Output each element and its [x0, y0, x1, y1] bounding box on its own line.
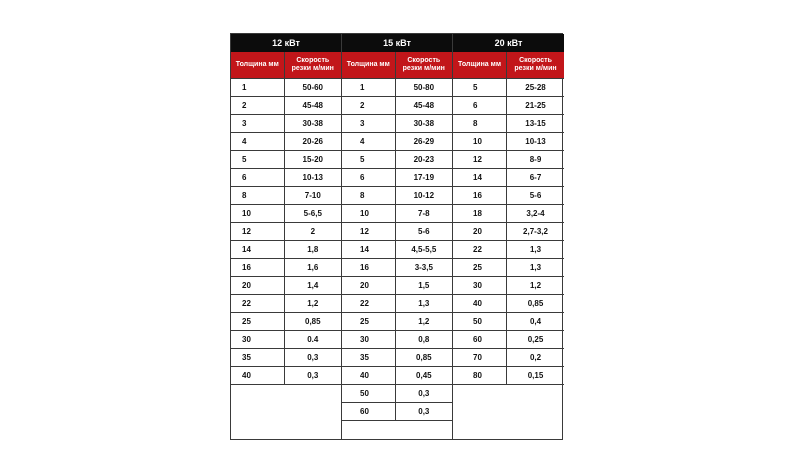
table-row: [342, 367, 452, 385]
table-row: [231, 79, 341, 97]
speed-cell: 0,85: [416, 353, 432, 362]
thickness-cell: 2: [231, 97, 285, 114]
table-row: [342, 133, 452, 151]
table-row: [453, 349, 564, 367]
thickness-cell: 30: [453, 277, 507, 294]
speed-cell: 1,3: [418, 299, 430, 308]
speed-cell: 2: [310, 227, 316, 236]
group-title: 15 кВт: [342, 34, 452, 52]
speed-cell: 0,2: [529, 353, 542, 362]
table-row: [231, 259, 341, 277]
thickness-cell: 25: [231, 313, 285, 330]
table-row: [453, 259, 564, 277]
table-row: [231, 331, 341, 349]
table-row: [453, 133, 564, 151]
speed-cell: 1,3: [529, 245, 542, 254]
empty-cell: [453, 385, 564, 439]
table-row: [231, 151, 341, 169]
thickness-header: Толщина мм: [342, 52, 396, 78]
group-12kw: [231, 34, 342, 439]
thickness-cell: 10: [231, 205, 285, 222]
thickness-cell: 10: [453, 133, 507, 150]
thickness-cell: 1: [342, 79, 396, 96]
speed-cell: 1,2: [418, 317, 430, 326]
table-row: [342, 331, 452, 349]
table-row: [453, 313, 564, 331]
speed-cell: 4,5-5,5: [411, 245, 437, 254]
table-row: [342, 115, 452, 133]
table-row: [453, 115, 564, 133]
speed-header: Скорость резки м/мин: [402, 57, 445, 72]
speed-cell: 3-3,5: [414, 263, 433, 272]
table-row: [453, 295, 564, 313]
group-title: 20 кВт: [453, 34, 564, 52]
speed-cell: 45-48: [413, 101, 435, 110]
table-row: [453, 367, 564, 385]
thickness-cell: 20: [453, 223, 507, 240]
thickness-cell: 70: [453, 349, 507, 366]
rows: [231, 79, 341, 385]
thickness-cell: 20: [342, 277, 396, 294]
thickness-cell: 20: [231, 277, 285, 294]
speed-cell: 50-80: [413, 83, 435, 92]
speed-cell: 0,45: [416, 371, 432, 380]
thickness-cell: 8: [231, 187, 285, 204]
table-row: [231, 241, 341, 259]
speed-cell: 5-6: [418, 227, 430, 236]
speed-cell: 1,4: [307, 281, 319, 290]
table-row: [342, 169, 452, 187]
thickness-cell: 4: [231, 133, 285, 150]
thickness-cell: 2: [342, 97, 396, 114]
speed-cell: 17-19: [413, 173, 435, 182]
speed-cell: 5-6: [529, 191, 542, 200]
table-row: [342, 277, 452, 295]
thickness-cell: 30: [231, 331, 285, 348]
thickness-cell: 8: [342, 187, 396, 204]
table-row: [342, 205, 452, 223]
table-row: [231, 367, 341, 385]
speed-cell: 1,2: [307, 299, 319, 308]
thickness-cell: 14: [342, 241, 396, 258]
table-row: [231, 97, 341, 115]
group-20kw: [453, 34, 564, 439]
table-row: [342, 241, 452, 259]
speed-cell: 0,25: [527, 335, 544, 344]
table-row: [453, 151, 564, 169]
speed-cell: 50-60: [302, 83, 324, 92]
speed-cell: 0,4: [529, 317, 542, 326]
speed-cell: 0,85: [305, 317, 321, 326]
thickness-cell: 25: [342, 313, 396, 330]
speed-cell: 1,6: [307, 263, 319, 272]
thickness-cell: 60: [342, 403, 396, 420]
thickness-cell: 6: [342, 169, 396, 186]
thickness-cell: 22: [231, 295, 285, 312]
thickness-cell: 1: [231, 79, 285, 96]
thickness-cell: 3: [231, 115, 285, 132]
thickness-cell: 50: [453, 313, 507, 330]
speed-header: Скорость резки м/мин: [291, 57, 334, 72]
speed-cell: 7-8: [418, 209, 430, 218]
speed-cell: 1,8: [307, 245, 319, 254]
column-header-row: [342, 52, 452, 79]
speed-cell: 10-12: [413, 191, 435, 200]
speed-cell: 0,3: [418, 389, 430, 398]
thickness-cell: 5: [453, 79, 507, 96]
empty-cell: [342, 421, 452, 439]
thickness-cell: 10: [342, 205, 396, 222]
table-row: [231, 205, 341, 223]
thickness-cell: 14: [453, 169, 507, 186]
thickness-cell: 40: [342, 367, 396, 384]
thickness-cell: 40: [453, 295, 507, 312]
speed-cell: 1,2: [529, 281, 542, 290]
speed-cell: 10-13: [302, 173, 324, 182]
speed-cell: 6-7: [529, 173, 542, 182]
thickness-cell: 80: [453, 367, 507, 384]
thickness-cell: 6: [453, 97, 507, 114]
speed-cell: 21-25: [525, 101, 546, 110]
speed-cell: 5-6,5: [303, 209, 322, 218]
thickness-header: Толщина мм: [453, 52, 507, 78]
table-row: [231, 223, 341, 241]
speed-cell: 8-9: [529, 155, 542, 164]
speed-cell: 10-13: [525, 137, 546, 146]
table-row: [342, 403, 452, 421]
table-row: [231, 349, 341, 367]
thickness-cell: 8: [453, 115, 507, 132]
thickness-cell: 25: [453, 259, 507, 276]
thickness-cell: 60: [453, 331, 507, 348]
table-row: [231, 277, 341, 295]
thickness-cell: 12: [342, 223, 396, 240]
thickness-cell: 35: [342, 349, 396, 366]
thickness-cell: 35: [231, 349, 285, 366]
table-row: [342, 187, 452, 205]
speed-cell: 15-20: [302, 155, 324, 164]
cutting-speed-table: [230, 33, 563, 440]
speed-cell: 20-26: [302, 137, 324, 146]
table-row: [342, 223, 452, 241]
speed-cell: 0,85: [527, 299, 544, 308]
group-title: 12 кВт: [231, 34, 341, 52]
table-row: [453, 169, 564, 187]
group-15kw: [342, 34, 453, 439]
column-header-row: [231, 52, 341, 79]
speed-cell: 25-28: [525, 83, 546, 92]
thickness-cell: 22: [342, 295, 396, 312]
thickness-cell: 5: [231, 151, 285, 168]
speed-cell: 0,3: [418, 407, 430, 416]
table-row: [342, 349, 452, 367]
empty-cell: [231, 385, 341, 439]
speed-cell: 0,3: [307, 371, 319, 380]
table-row: [453, 97, 564, 115]
thickness-cell: 30: [342, 331, 396, 348]
table-row: [231, 187, 341, 205]
table-row: [453, 187, 564, 205]
table-row: [453, 79, 564, 97]
speed-cell: 0.4: [307, 335, 319, 344]
speed-cell: 0,15: [527, 371, 544, 380]
table-row: [342, 313, 452, 331]
speed-header: Скорость резки м/мин: [514, 57, 557, 72]
table-row: [342, 97, 452, 115]
thickness-cell: 4: [342, 133, 396, 150]
table-row: [342, 385, 452, 403]
rows: [342, 79, 452, 421]
table-row: [342, 79, 452, 97]
table-row: [453, 331, 564, 349]
thickness-cell: 16: [453, 187, 507, 204]
speed-cell: 26-29: [413, 137, 435, 146]
speed-cell: 45-48: [302, 101, 324, 110]
thickness-cell: 18: [453, 205, 507, 222]
column-header-row: [453, 52, 564, 79]
table-row: [453, 277, 564, 295]
table-row: [453, 223, 564, 241]
thickness-cell: 6: [231, 169, 285, 186]
table-row: [342, 295, 452, 313]
speed-cell: 0,8: [418, 335, 430, 344]
speed-cell: 20-23: [413, 155, 435, 164]
table-row: [231, 169, 341, 187]
thickness-cell: 5: [342, 151, 396, 168]
table-row: [453, 241, 564, 259]
speed-cell: 3,2-4: [526, 209, 545, 218]
table-row: [231, 295, 341, 313]
thickness-header: Толщина мм: [231, 52, 285, 78]
thickness-cell: 16: [231, 259, 285, 276]
thickness-cell: 50: [342, 385, 396, 402]
rows: [453, 79, 564, 385]
speed-cell: 30-38: [413, 119, 435, 128]
speed-cell: 0,3: [307, 353, 319, 362]
speed-cell: 30-38: [302, 119, 324, 128]
thickness-cell: 12: [231, 223, 285, 240]
table-row: [342, 151, 452, 169]
table-row: [342, 259, 452, 277]
thickness-cell: 12: [453, 151, 507, 168]
thickness-cell: 22: [453, 241, 507, 258]
speed-cell: 7-10: [304, 191, 321, 200]
table-row: [453, 205, 564, 223]
table-row: [231, 133, 341, 151]
thickness-cell: 14: [231, 241, 285, 258]
speed-cell: 1,3: [529, 263, 542, 272]
thickness-cell: 16: [342, 259, 396, 276]
table-row: [231, 313, 341, 331]
speed-cell: 13-15: [525, 119, 546, 128]
speed-cell: 2,7-3,2: [523, 227, 548, 236]
thickness-cell: 3: [342, 115, 396, 132]
thickness-cell: 40: [231, 367, 285, 384]
table-row: [231, 115, 341, 133]
speed-cell: 1,5: [418, 281, 430, 290]
